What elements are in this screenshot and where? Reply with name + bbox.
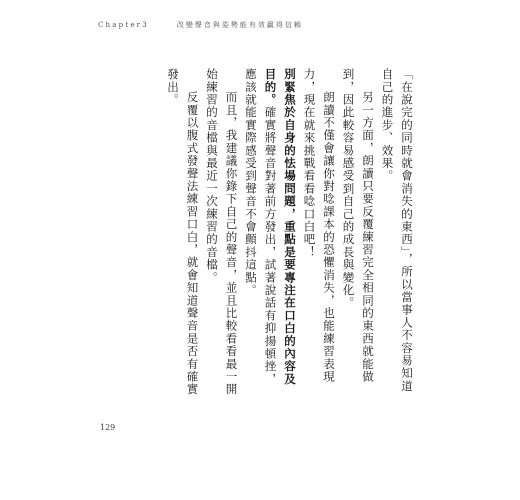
- body-text: [166, 68, 416, 398]
- page-number: 129: [100, 423, 116, 432]
- paragraph-4: [241, 68, 300, 398]
- emphasis-text: 別緊焦於自身的怯場問題，重點是要專注在口白的內容及目的。: [263, 68, 297, 386]
- running-title: 改變聲音與姿勢能有效贏得信賴: [176, 21, 303, 29]
- paragraph-5: 而且，我建議你錄下自己的聲音，並且比較看看最一開始練習的音檔與最近一次練習的音檔。: [205, 68, 239, 396]
- running-header: [98, 20, 303, 30]
- chapter-label: Chapter3: [98, 21, 149, 29]
- paragraph-3: 朗讀不僅會讓你對唸課本的恐懼消失，也能練習表現力，現在就來挑戰看看唸口白吧！: [302, 68, 336, 384]
- paragraph-2: 另一方面，朗讀只要反覆練習完全相同的東西就能做到，因此較容易感受到自己的成長與變化。: [341, 68, 375, 384]
- paragraph-1: 「在說完的同時就會消失的東西」，所以當事人不容易知道自己的進步、效果。: [380, 68, 414, 393]
- paragraph-6: 反覆以腹式發聲法練習口白，就會知道聲音是否有確實發出。: [166, 68, 200, 396]
- paragraph-4-text: 確實將聲音對著前方發出，試著說話有抑揚頓挫，應該就能實際感受到聲音不會顫抖這點。: [244, 68, 278, 386]
